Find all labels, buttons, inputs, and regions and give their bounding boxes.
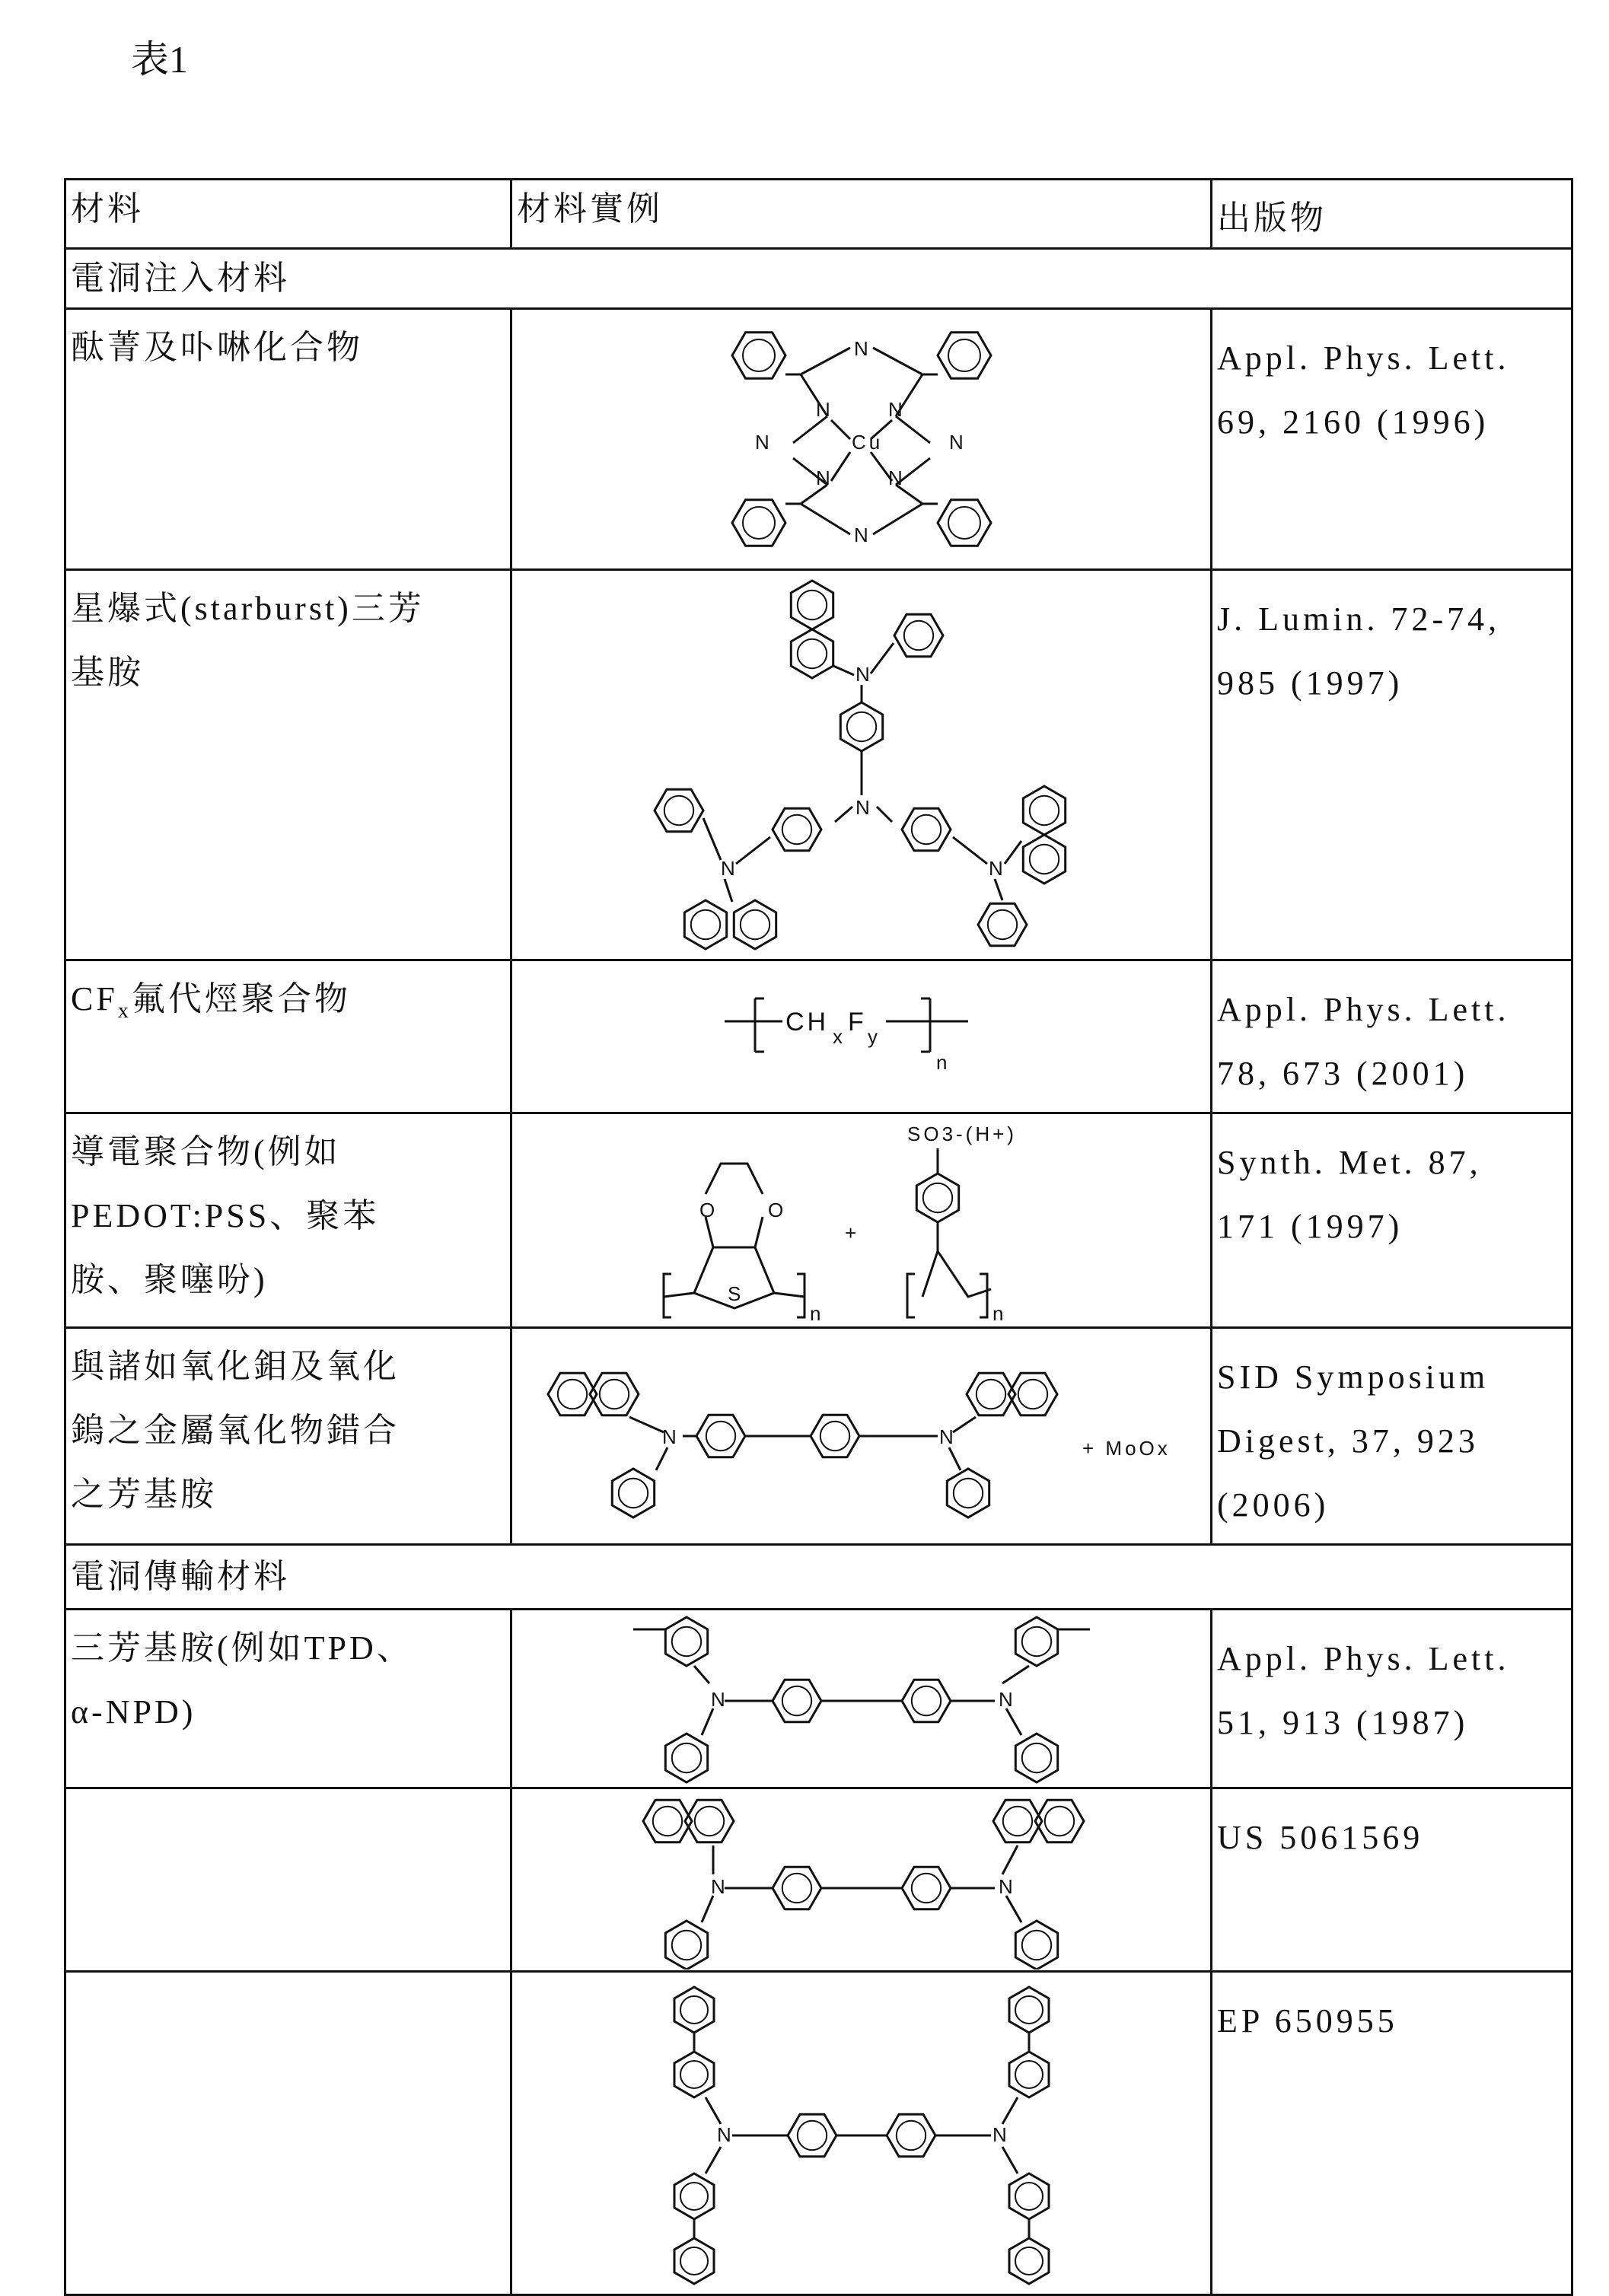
- table-row: [65, 1788, 1572, 1972]
- aromatic-circle: [797, 591, 826, 619]
- bond: [1006, 1896, 1021, 1922]
- atom-label: S: [728, 1282, 744, 1305]
- aromatic-circle: [911, 1873, 940, 1902]
- structure-cell: [511, 570, 1212, 960]
- aromatic-circle: [782, 815, 811, 844]
- plus-sign: +: [845, 1221, 859, 1244]
- atom-label: Cu: [852, 431, 883, 454]
- publication-cell: [1212, 1113, 1572, 1328]
- aromatic-circle: [976, 1380, 1005, 1409]
- bond: [831, 452, 850, 481]
- publication-line: Digest, 37, 923: [1217, 1409, 1566, 1473]
- publication-line: Appl. Phys. Lett.: [1217, 326, 1566, 390]
- starburst-amine-structure: [648, 575, 1075, 955]
- formula-subscript: y: [868, 1025, 881, 1048]
- bond: [706, 2097, 721, 2124]
- bond: [702, 1896, 713, 1922]
- aromatic-circle: [680, 2247, 708, 2275]
- publication-line: Appl. Phys. Lett.: [1217, 1627, 1566, 1691]
- table-row: [65, 1972, 1572, 2295]
- pedot-pss-structure: [648, 1118, 1075, 1323]
- atom-label: N: [662, 1425, 680, 1448]
- atom-label: N: [949, 431, 967, 454]
- structure-cell: [511, 1788, 1212, 1972]
- aromatic-circle: [664, 796, 693, 825]
- bond: [706, 1164, 763, 1194]
- tpd-structure: [618, 1611, 1105, 1786]
- material-line: 基胺: [71, 641, 505, 705]
- bond: [995, 879, 1002, 900]
- table-header-row: [65, 180, 1572, 249]
- bond: [725, 879, 732, 902]
- bond: [953, 837, 987, 864]
- material-cell: [65, 570, 511, 960]
- publication-line: J. Lumin. 72-74,: [1217, 588, 1566, 651]
- material-cell: [65, 1610, 511, 1788]
- npb-moox-structure: [542, 1341, 1181, 1531]
- material-cell: [65, 1972, 511, 2295]
- table-title: 表1: [131, 29, 188, 84]
- aromatic-circle: [1002, 1806, 1031, 1835]
- aromatic-circle: [618, 1479, 647, 1508]
- moox-label: + MoOx: [1082, 1437, 1171, 1460]
- header-publication: 出版物: [1212, 180, 1572, 249]
- material-cell: [65, 1328, 511, 1545]
- section-row: [65, 1545, 1572, 1610]
- formula-text: CH: [785, 1008, 829, 1037]
- aromatic-circle: [1044, 1806, 1073, 1835]
- material-line: 之芳基胺: [71, 1463, 505, 1527]
- bond: [873, 348, 922, 374]
- aromatic-circle: [680, 2061, 708, 2088]
- aromatic-circle: [652, 1806, 681, 1835]
- publication-line: 69, 2160 (1996): [1217, 390, 1566, 454]
- atom-label: N: [939, 1425, 957, 1448]
- structure-cell: [511, 960, 1212, 1113]
- aromatic-circle: [557, 1380, 586, 1409]
- aromatic-circle: [743, 507, 775, 539]
- aromatic-circle: [671, 1627, 700, 1656]
- material-cell: [65, 1113, 511, 1328]
- publication-line: 78, 673 (2001): [1217, 1042, 1566, 1106]
- bond: [801, 348, 850, 374]
- atom-label: N: [999, 1875, 1016, 1898]
- aromatic-circle: [1015, 1996, 1043, 2024]
- atom-label: N: [855, 796, 873, 819]
- table-row: [65, 1328, 1572, 1545]
- material-line: 三芳基胺(例如TPD、: [71, 1616, 505, 1680]
- formula-text: F: [848, 1008, 867, 1037]
- header-material: 材料: [65, 180, 511, 249]
- bond: [833, 666, 854, 675]
- atom-label: N: [888, 467, 906, 489]
- aromatic-circle: [671, 1743, 700, 1772]
- bond: [736, 837, 770, 864]
- aromatic-circle: [911, 1686, 940, 1715]
- bond: [1005, 841, 1021, 864]
- bond: [1002, 2097, 1018, 2124]
- atom-label: N: [888, 398, 906, 421]
- material-line: 胺、聚噻吩): [71, 1248, 505, 1312]
- material-cell: 酞菁及卟啉化合物: [65, 309, 511, 570]
- bond: [877, 807, 892, 822]
- npb-structure: [618, 1791, 1105, 1970]
- aromatic-circle: [782, 1873, 811, 1902]
- publication-cell: [1212, 309, 1572, 570]
- bond: [1002, 2147, 1018, 2173]
- atom-label: N: [992, 2123, 1010, 2146]
- material-line: PEDOT:PSS、聚苯: [71, 1184, 505, 1248]
- fluorocarbon-polymer-structure: [717, 979, 1006, 1094]
- bond: [702, 1708, 713, 1735]
- bond: [801, 504, 850, 534]
- publication-line: EP 650955: [1217, 1989, 1566, 2053]
- aromatic-circle: [671, 1930, 700, 1959]
- aromatic-circle: [797, 2120, 826, 2149]
- publication-line: SID Symposium: [1217, 1345, 1566, 1409]
- material-line: 鎢之金屬氧化物錯合: [71, 1399, 505, 1463]
- structure-cell: [511, 1610, 1212, 1788]
- atom-label: N: [711, 1688, 728, 1711]
- atom-label: N: [816, 398, 833, 421]
- aromatic-circle: [680, 1996, 708, 2024]
- atom-label: O: [699, 1199, 718, 1221]
- atom-label: N: [816, 467, 833, 489]
- publication-cell: [1212, 1972, 1572, 2295]
- table-row: [65, 1113, 1572, 1328]
- atom-label: N: [721, 857, 738, 880]
- atom-label: N: [989, 857, 1006, 880]
- bond: [907, 1274, 915, 1317]
- material-line: 星爆式(starburst)三芳: [71, 577, 505, 641]
- publication-cell: [1212, 960, 1572, 1113]
- bond: [980, 1274, 987, 1317]
- publication-line: US 5061569: [1217, 1806, 1566, 1870]
- aromatic-circle: [903, 621, 932, 650]
- aromatic-circle: [740, 910, 769, 939]
- aromatic-circle: [948, 339, 980, 371]
- aromatic-circle: [922, 1183, 951, 1212]
- biphenyl-amine-structure: [618, 1976, 1105, 2291]
- bond: [831, 420, 850, 439]
- atom-label: N: [854, 524, 871, 546]
- bond: [755, 1217, 763, 1247]
- repeat-unit-n: n: [936, 1051, 950, 1074]
- aromatic-circle: [1018, 1380, 1047, 1409]
- aromatic-circle: [987, 910, 1016, 939]
- aromatic-circle: [694, 1806, 723, 1835]
- bond: [774, 1293, 804, 1297]
- material-line: α-NPD): [71, 1680, 505, 1744]
- bond: [949, 1447, 961, 1470]
- aromatic-circle: [911, 815, 940, 844]
- aromatic-circle: [1015, 2183, 1043, 2210]
- header-example: 材料實例: [511, 180, 1212, 249]
- publication-line: 51, 913 (1987): [1217, 1691, 1566, 1755]
- publication-cell: [1212, 1788, 1572, 1972]
- repeat-unit-n: n: [810, 1302, 824, 1323]
- material-cell: [65, 1788, 511, 1972]
- atom-label: N: [855, 663, 873, 686]
- materials-table: [64, 178, 1573, 2296]
- atom-label: O: [768, 1199, 786, 1221]
- sulfonate-label: SO3-(H+): [907, 1123, 1017, 1145]
- structure-cell: [511, 1972, 1212, 2295]
- aromatic-circle: [1015, 2061, 1043, 2088]
- bond: [1006, 1708, 1021, 1735]
- aromatic-circle: [1021, 1743, 1050, 1772]
- table-row: [65, 960, 1572, 1113]
- publication-line: 171 (1997): [1217, 1195, 1566, 1259]
- bond: [629, 1417, 664, 1432]
- publication-cell: [1212, 1328, 1572, 1545]
- aromatic-circle: [1021, 1930, 1050, 1959]
- bond: [703, 818, 721, 860]
- structure-cell: [511, 1113, 1212, 1328]
- bond: [664, 1293, 694, 1297]
- bond: [1002, 1666, 1029, 1683]
- aromatic-circle: [948, 507, 980, 539]
- publication-line: Synth. Met. 87,: [1217, 1131, 1566, 1195]
- bond: [1002, 1845, 1018, 1874]
- structure-cell: [511, 1328, 1212, 1545]
- material-line: 與諸如氧化鉬及氧化: [71, 1335, 505, 1399]
- aromatic-circle: [1029, 796, 1058, 825]
- table-row: [65, 1610, 1572, 1788]
- subscript: x: [118, 999, 132, 1023]
- aromatic-circle: [743, 339, 775, 371]
- table-row: [65, 570, 1572, 960]
- bond: [835, 807, 852, 822]
- section-hole-injection: 電洞注入材料: [65, 249, 1572, 309]
- section-hole-transport: 電洞傳輸材料: [65, 1545, 1572, 1610]
- bond: [694, 1666, 709, 1683]
- aromatic-circle: [896, 2120, 925, 2149]
- bond: [706, 1217, 713, 1247]
- aromatic-circle: [1021, 1627, 1050, 1656]
- aromatic-circle: [846, 712, 875, 741]
- aromatic-circle: [1029, 845, 1058, 874]
- bond: [871, 643, 894, 674]
- bond: [706, 2147, 721, 2173]
- aromatic-circle: [680, 2183, 708, 2210]
- publication-line: (2006): [1217, 1473, 1566, 1537]
- aromatic-circle: [1015, 2247, 1043, 2275]
- publication-cell: [1212, 570, 1572, 960]
- atom-label: N: [854, 337, 871, 360]
- atom-label: N: [717, 2123, 734, 2146]
- material-text: CF: [71, 980, 118, 1017]
- material-line: 導電聚合物(例如: [71, 1120, 505, 1184]
- publication-cell: [1212, 1610, 1572, 1788]
- aromatic-circle: [599, 1380, 628, 1409]
- bond: [873, 504, 922, 534]
- atom-label: N: [755, 431, 773, 454]
- repeat-unit-n: n: [992, 1302, 1006, 1323]
- bond: [656, 1447, 667, 1470]
- publication-line: 985 (1997): [1217, 651, 1566, 715]
- section-row: [65, 249, 1572, 309]
- aromatic-circle: [782, 1686, 811, 1715]
- table-row: [65, 309, 1572, 570]
- publication-line: Appl. Phys. Lett.: [1217, 978, 1566, 1042]
- aromatic-circle: [820, 1422, 849, 1451]
- aromatic-circle: [953, 1479, 982, 1508]
- structure-cell: [511, 309, 1212, 570]
- atom-label: N: [999, 1688, 1016, 1711]
- material-text: 氟代烴聚合物: [132, 980, 351, 1017]
- material-cell: [65, 960, 511, 1113]
- formula-subscript: x: [833, 1025, 846, 1048]
- phthalocyanine-structure: [702, 314, 1021, 565]
- atom-label: N: [711, 1875, 728, 1898]
- aromatic-circle: [690, 910, 719, 939]
- aromatic-circle: [797, 639, 826, 668]
- aromatic-circle: [706, 1422, 734, 1451]
